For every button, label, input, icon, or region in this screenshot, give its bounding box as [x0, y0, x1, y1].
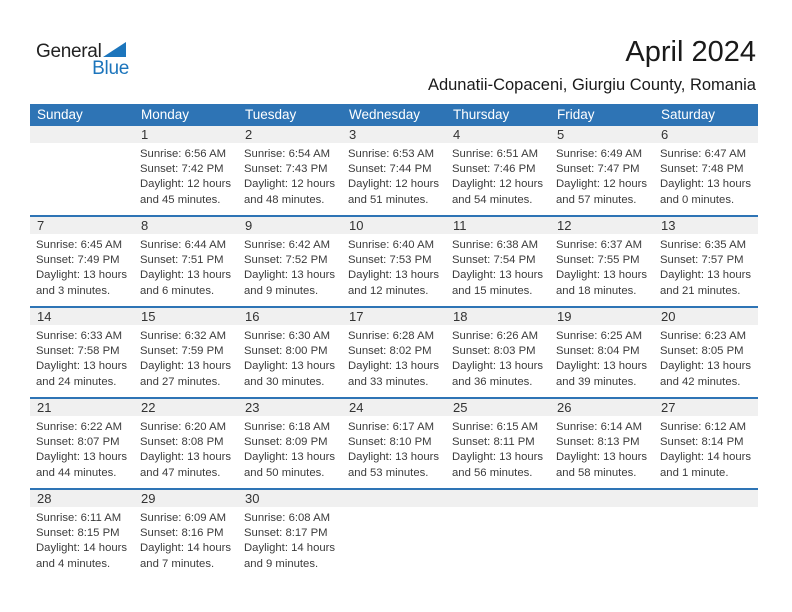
day-cell-15 — [134, 308, 238, 397]
sunset-text: Sunset: 8:16 PM — [140, 527, 224, 540]
day-details — [238, 325, 342, 390]
day-details — [134, 416, 238, 481]
daylight-text: Daylight: 13 hours and 21 minutes. — [660, 269, 752, 297]
day-details — [446, 507, 550, 511]
daylight-text: Daylight: 13 hours and 44 minutes. — [36, 451, 128, 479]
day-number: 12 — [550, 217, 654, 234]
day-details — [550, 234, 654, 299]
day-number: 3 — [342, 126, 446, 143]
day-number: 5 — [550, 126, 654, 143]
sunset-text: Sunset: 7:47 PM — [556, 163, 640, 176]
day-details — [446, 416, 550, 481]
sunset-text: Sunset: 7:48 PM — [660, 163, 744, 176]
day-details — [30, 234, 134, 299]
week-row-2 — [30, 215, 758, 306]
sunset-text: Sunset: 8:17 PM — [244, 527, 328, 540]
sunset-text: Sunset: 8:14 PM — [660, 436, 744, 449]
sunrise-text: Sunrise: 6:42 AM — [244, 239, 331, 251]
day-cell-14 — [30, 308, 134, 397]
calendar-grid — [30, 126, 758, 579]
sunset-text: Sunset: 8:08 PM — [140, 436, 224, 449]
day-number: 16 — [238, 308, 342, 325]
day-number: 30 — [238, 490, 342, 507]
sunset-text: Sunset: 7:55 PM — [556, 254, 640, 267]
daylight-text: Daylight: 13 hours and 18 minutes. — [556, 269, 648, 297]
sunset-text: Sunset: 7:54 PM — [452, 254, 536, 267]
day-cell-empty — [654, 490, 758, 579]
sunset-text: Sunset: 8:11 PM — [452, 436, 535, 449]
day-number: 23 — [238, 399, 342, 416]
day-number: 7 — [30, 217, 134, 234]
day-details — [654, 507, 758, 511]
day-number: 13 — [654, 217, 758, 234]
daylight-text: Daylight: 13 hours and 0 minutes. — [660, 178, 752, 206]
day-cell-11 — [446, 217, 550, 306]
day-number: 27 — [654, 399, 758, 416]
day-number: 22 — [134, 399, 238, 416]
sunset-text: Sunset: 8:15 PM — [36, 527, 120, 540]
day-details — [654, 234, 758, 299]
sunrise-text: Sunrise: 6:35 AM — [660, 239, 747, 251]
day-cell-4 — [446, 126, 550, 215]
day-cell-12 — [550, 217, 654, 306]
day-number: 17 — [342, 308, 446, 325]
sunrise-text: Sunrise: 6:32 AM — [140, 330, 227, 342]
day-cell-7 — [30, 217, 134, 306]
day-number: 8 — [134, 217, 238, 234]
day-number: 26 — [550, 399, 654, 416]
sunset-text: Sunset: 7:58 PM — [36, 345, 120, 358]
day-cell-24 — [342, 399, 446, 488]
weekday-label-tuesday: Tuesday — [245, 107, 297, 122]
sunrise-text: Sunrise: 6:14 AM — [556, 421, 643, 433]
sunset-text: Sunset: 7:53 PM — [348, 254, 432, 267]
day-number: 2 — [238, 126, 342, 143]
daylight-text: Daylight: 12 hours and 48 minutes. — [244, 178, 336, 206]
week-row-1 — [30, 126, 758, 215]
sunrise-text: Sunrise: 6:45 AM — [36, 239, 123, 251]
daylight-text: Daylight: 13 hours and 39 minutes. — [556, 360, 648, 388]
sunrise-text: Sunrise: 6:15 AM — [452, 421, 539, 433]
day-number: 14 — [30, 308, 134, 325]
day-cell-26 — [550, 399, 654, 488]
daylight-text: Daylight: 12 hours and 51 minutes. — [348, 178, 440, 206]
sunrise-text: Sunrise: 6:18 AM — [244, 421, 331, 433]
day-cell-13 — [654, 217, 758, 306]
day-cell-25 — [446, 399, 550, 488]
weekday-label-monday: Monday — [141, 107, 190, 122]
day-details — [342, 234, 446, 299]
sunrise-text: Sunrise: 6:23 AM — [660, 330, 747, 342]
day-details — [238, 416, 342, 481]
sunset-text: Sunset: 8:04 PM — [556, 345, 640, 358]
day-number — [342, 490, 446, 507]
day-number: 21 — [30, 399, 134, 416]
day-details — [446, 325, 550, 390]
day-details — [134, 325, 238, 390]
sunset-text: Sunset: 7:52 PM — [244, 254, 328, 267]
day-cell-21 — [30, 399, 134, 488]
day-details — [342, 325, 446, 390]
day-details — [238, 234, 342, 299]
day-details — [238, 143, 342, 208]
day-details — [30, 143, 134, 147]
day-number: 18 — [446, 308, 550, 325]
day-details — [134, 234, 238, 299]
sunrise-text: Sunrise: 6:49 AM — [556, 148, 643, 160]
sunrise-text: Sunrise: 6:17 AM — [348, 421, 435, 433]
day-details — [342, 416, 446, 481]
weekday-label-saturday: Saturday — [661, 107, 716, 122]
day-details — [550, 143, 654, 208]
sunrise-text: Sunrise: 6:47 AM — [660, 148, 747, 160]
sunset-text: Sunset: 8:09 PM — [244, 436, 328, 449]
day-cell-16 — [238, 308, 342, 397]
sunset-text: Sunset: 7:44 PM — [348, 163, 432, 176]
day-cell-19 — [550, 308, 654, 397]
day-cell-1 — [134, 126, 238, 215]
day-number: 20 — [654, 308, 758, 325]
daylight-text: Daylight: 14 hours and 9 minutes. — [244, 542, 336, 570]
sunrise-text: Sunrise: 6:54 AM — [244, 148, 331, 160]
day-number: 1 — [134, 126, 238, 143]
daylight-text: Daylight: 12 hours and 57 minutes. — [556, 178, 648, 206]
sunset-text: Sunset: 8:10 PM — [348, 436, 432, 449]
sunrise-text: Sunrise: 6:44 AM — [140, 239, 227, 251]
day-number — [446, 490, 550, 507]
day-cell-empty — [30, 126, 134, 215]
day-cell-6 — [654, 126, 758, 215]
daylight-text: Daylight: 13 hours and 15 minutes. — [452, 269, 544, 297]
calendar — [30, 104, 758, 579]
sunrise-text: Sunrise: 6:30 AM — [244, 330, 331, 342]
weekday-label-friday: Friday — [557, 107, 595, 122]
day-number: 29 — [134, 490, 238, 507]
day-cell-20 — [654, 308, 758, 397]
daylight-text: Daylight: 14 hours and 7 minutes. — [140, 542, 232, 570]
daylight-text: Daylight: 13 hours and 50 minutes. — [244, 451, 336, 479]
week-row-3 — [30, 306, 758, 397]
logo-text-blue: Blue — [92, 58, 129, 79]
sunrise-text: Sunrise: 6:09 AM — [140, 512, 227, 524]
daylight-text: Daylight: 13 hours and 24 minutes. — [36, 360, 128, 388]
sunrise-text: Sunrise: 6:38 AM — [452, 239, 539, 251]
sunset-text: Sunset: 7:57 PM — [660, 254, 744, 267]
day-cell-18 — [446, 308, 550, 397]
day-number: 15 — [134, 308, 238, 325]
daylight-text: Daylight: 13 hours and 9 minutes. — [244, 269, 336, 297]
day-number: 24 — [342, 399, 446, 416]
sunrise-text: Sunrise: 6:53 AM — [348, 148, 435, 160]
logo-text-general: General — [36, 41, 102, 62]
day-details — [30, 507, 134, 572]
day-details — [342, 507, 446, 511]
sunset-text: Sunset: 8:13 PM — [556, 436, 640, 449]
sunrise-text: Sunrise: 6:25 AM — [556, 330, 643, 342]
day-details — [134, 507, 238, 572]
week-row-4 — [30, 397, 758, 488]
day-number — [30, 126, 134, 143]
daylight-text: Daylight: 13 hours and 53 minutes. — [348, 451, 440, 479]
day-details — [134, 143, 238, 208]
weekday-label-wednesday: Wednesday — [349, 107, 421, 122]
day-details — [654, 143, 758, 208]
day-number: 28 — [30, 490, 134, 507]
general-blue-logo — [36, 42, 132, 78]
sunset-text: Sunset: 7:43 PM — [244, 163, 328, 176]
sunrise-text: Sunrise: 6:28 AM — [348, 330, 435, 342]
sunrise-text: Sunrise: 6:33 AM — [36, 330, 123, 342]
day-cell-8 — [134, 217, 238, 306]
day-number — [654, 490, 758, 507]
daylight-text: Daylight: 13 hours and 6 minutes. — [140, 269, 232, 297]
day-cell-empty — [446, 490, 550, 579]
sunset-text: Sunset: 7:49 PM — [36, 254, 120, 267]
sunrise-text: Sunrise: 6:12 AM — [660, 421, 747, 433]
day-details — [446, 234, 550, 299]
day-cell-27 — [654, 399, 758, 488]
sunset-text: Sunset: 8:03 PM — [452, 345, 536, 358]
day-details — [30, 416, 134, 481]
daylight-text: Daylight: 13 hours and 56 minutes. — [452, 451, 544, 479]
day-cell-29 — [134, 490, 238, 579]
day-number: 6 — [654, 126, 758, 143]
sunrise-text: Sunrise: 6:51 AM — [452, 148, 539, 160]
daylight-text: Daylight: 13 hours and 47 minutes. — [140, 451, 232, 479]
page-header — [0, 0, 792, 104]
day-details — [654, 416, 758, 481]
day-details — [238, 507, 342, 572]
day-cell-23 — [238, 399, 342, 488]
day-cell-30 — [238, 490, 342, 579]
daylight-text: Daylight: 13 hours and 36 minutes. — [452, 360, 544, 388]
day-cell-5 — [550, 126, 654, 215]
week-row-5 — [30, 488, 758, 579]
daylight-text: Daylight: 12 hours and 54 minutes. — [452, 178, 544, 206]
daylight-text: Daylight: 13 hours and 3 minutes. — [36, 269, 128, 297]
day-number — [550, 490, 654, 507]
weekday-label-thursday: Thursday — [453, 107, 510, 122]
sunset-text: Sunset: 7:42 PM — [140, 163, 224, 176]
day-number: 11 — [446, 217, 550, 234]
day-details — [550, 325, 654, 390]
sunset-text: Sunset: 8:07 PM — [36, 436, 120, 449]
day-number: 25 — [446, 399, 550, 416]
sunrise-text: Sunrise: 6:22 AM — [36, 421, 123, 433]
weekday-label-sunday: Sunday — [37, 107, 83, 122]
day-cell-28 — [30, 490, 134, 579]
sunrise-text: Sunrise: 6:37 AM — [556, 239, 643, 251]
sunrise-text: Sunrise: 6:08 AM — [244, 512, 331, 524]
day-cell-3 — [342, 126, 446, 215]
day-details — [446, 143, 550, 208]
day-details — [654, 325, 758, 390]
logo-triangle-icon — [103, 42, 126, 57]
day-cell-empty — [550, 490, 654, 579]
sunrise-text: Sunrise: 6:26 AM — [452, 330, 539, 342]
daylight-text: Daylight: 13 hours and 33 minutes. — [348, 360, 440, 388]
daylight-text: Daylight: 13 hours and 58 minutes. — [556, 451, 648, 479]
sunset-text: Sunset: 8:02 PM — [348, 345, 432, 358]
sunset-text: Sunset: 7:46 PM — [452, 163, 536, 176]
sunset-text: Sunset: 8:05 PM — [660, 345, 744, 358]
day-cell-2 — [238, 126, 342, 215]
day-number: 9 — [238, 217, 342, 234]
sunset-text: Sunset: 7:51 PM — [140, 254, 224, 267]
page-subtitle: Adunatii-Copaceni, Giurgiu County, Romania — [427, 76, 756, 94]
day-cell-10 — [342, 217, 446, 306]
day-cell-empty — [342, 490, 446, 579]
sunrise-text: Sunrise: 6:11 AM — [36, 512, 122, 524]
day-number: 19 — [550, 308, 654, 325]
daylight-text: Daylight: 12 hours and 45 minutes. — [140, 178, 232, 206]
day-cell-9 — [238, 217, 342, 306]
daylight-text: Daylight: 14 hours and 1 minute. — [660, 451, 752, 479]
daylight-text: Daylight: 14 hours and 4 minutes. — [36, 542, 128, 570]
day-cell-22 — [134, 399, 238, 488]
day-number: 10 — [342, 217, 446, 234]
daylight-text: Daylight: 13 hours and 12 minutes. — [348, 269, 440, 297]
sunrise-text: Sunrise: 6:20 AM — [140, 421, 227, 433]
page-title: April 2024 — [625, 36, 756, 68]
title-block — [156, 36, 756, 95]
sunset-text: Sunset: 7:59 PM — [140, 345, 224, 358]
sunrise-text: Sunrise: 6:40 AM — [348, 239, 435, 251]
sunset-text: Sunset: 8:00 PM — [244, 345, 328, 358]
daylight-text: Daylight: 13 hours and 27 minutes. — [140, 360, 232, 388]
daylight-text: Daylight: 13 hours and 30 minutes. — [244, 360, 336, 388]
day-number: 4 — [446, 126, 550, 143]
sunrise-text: Sunrise: 6:56 AM — [140, 148, 227, 160]
daylight-text: Daylight: 13 hours and 42 minutes. — [660, 360, 752, 388]
day-cell-17 — [342, 308, 446, 397]
weekday-header-row — [30, 104, 758, 126]
day-details — [550, 507, 654, 511]
day-details — [550, 416, 654, 481]
day-details — [30, 325, 134, 390]
day-details — [342, 143, 446, 208]
